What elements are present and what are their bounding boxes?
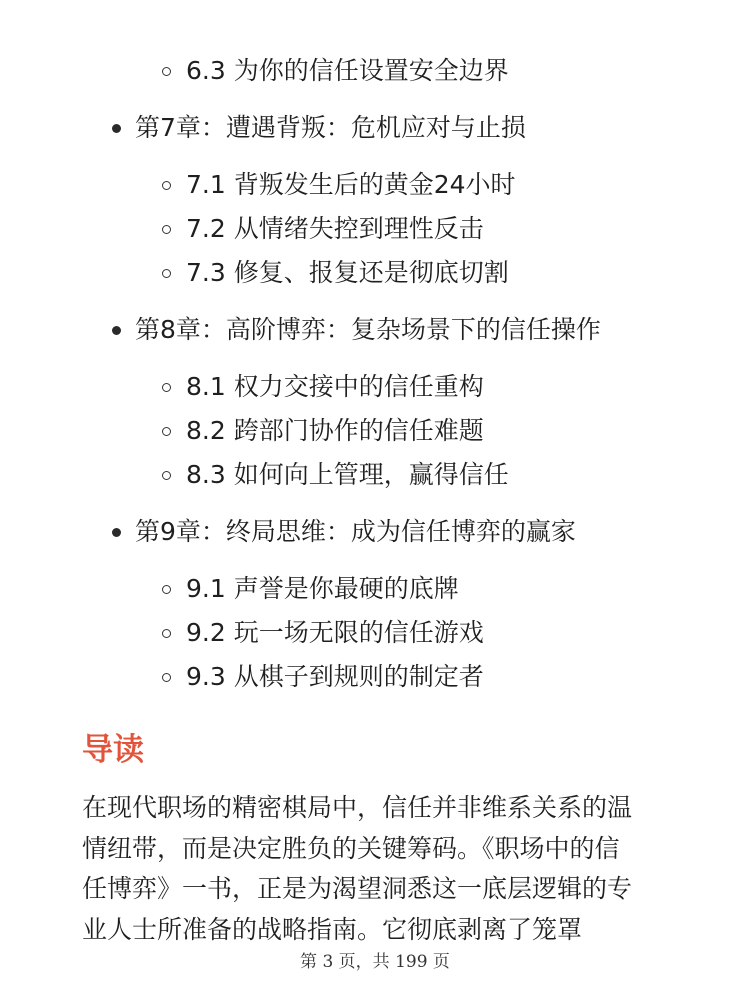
disc-bullet-icon [112,528,121,537]
circle-bullet-icon [162,629,171,638]
toc-item-text: 第7章：遭遇背叛：危机应对与止损 [135,113,526,142]
toc-item-text: 第8章：高阶博弈：复杂场景下的信任操作 [135,315,601,344]
circle-bullet-icon [162,673,171,682]
section-heading: 导读 [82,732,144,768]
toc-chapter-item[interactable] [112,111,526,145]
circle-bullet-icon [162,181,171,190]
paragraph-line: 任博弈》一书，正是为渴望洞悉这一底层逻辑的专 [82,874,633,903]
toc-section-item[interactable] [162,616,484,650]
toc-item-text: 8.1 权力交接中的信任重构 [186,372,484,401]
paragraph-line: 在现代职场的精密棋局中，信任并非维系关系的温 [82,793,633,822]
circle-bullet-icon [162,225,171,234]
paragraph-line: 业人士所准备的战略指南。它彻底剥离了笼罩 [82,914,583,944]
toc-item-text: 9.3 从棋子到规则的制定者 [186,662,484,691]
toc-section-item[interactable] [162,168,516,202]
intro-paragraph [82,788,682,950]
paragraph-line: 情纽带，而是决定胜负的关键筹码。《职场中的信 [82,833,620,863]
toc-item-text: 8.3 如何向上管理，赢得信任 [186,460,509,489]
toc-section-item[interactable] [162,370,484,404]
toc-item-text: 6.3 为你的信任设置安全边界 [186,56,509,85]
circle-bullet-icon [162,269,171,278]
disc-bullet-icon [112,326,121,335]
toc-section-item[interactable] [162,256,509,290]
circle-bullet-icon [162,471,171,480]
toc-item-text: 7.2 从情绪失控到理性反击 [186,214,484,243]
toc-chapter-item[interactable] [112,313,601,347]
toc-item-text: 第9章：终局思维：成为信任博弈的赢家 [135,517,576,546]
circle-bullet-icon [162,383,171,392]
toc-section-item[interactable] [162,572,459,606]
toc-chapter-item[interactable] [112,515,576,549]
circle-bullet-icon [162,427,171,436]
toc-section-item[interactable] [162,660,484,694]
page-footer: 第 3 页，共 199 页 [300,952,450,972]
circle-bullet-icon [162,585,171,594]
toc-section-item[interactable] [162,458,509,492]
toc-section-item[interactable] [162,212,484,246]
toc-section-item[interactable] [162,54,509,88]
toc-item-text: 8.2 跨部门协作的信任难题 [186,416,484,445]
circle-bullet-icon [162,67,171,76]
toc-section-item[interactable] [162,414,484,448]
toc-item-text: 9.1 声誉是你最硬的底牌 [186,574,459,603]
disc-bullet-icon [112,124,121,133]
toc-item-text: 7.3 修复、报复还是彻底切割 [186,258,509,287]
toc-item-text: 7.1 背叛发生后的黄金24小时 [186,170,516,199]
toc-item-text: 9.2 玩一场无限的信任游戏 [186,618,484,647]
